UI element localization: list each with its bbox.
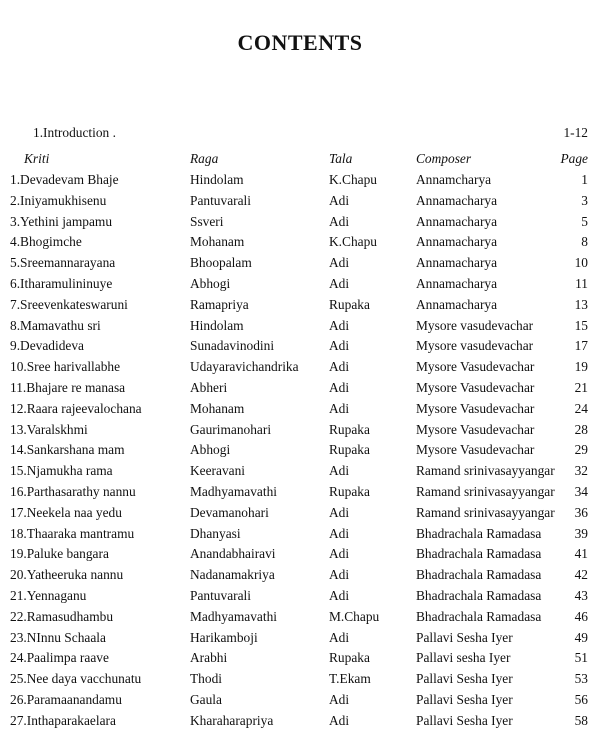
kriti-cell: 12.Raara rajeevalochana [10, 400, 142, 416]
raga-cell: Bhoopalam [190, 255, 252, 271]
page-number-cell: 49 [574, 629, 588, 645]
page-number-cell: 11 [575, 276, 588, 291]
header-raga: Raga [190, 151, 219, 166]
table-row [0, 607, 600, 627]
kriti-cell: 23.NInnu Schaala [10, 629, 106, 645]
table-row [0, 191, 600, 211]
intro-page: 1-12 [563, 125, 588, 140]
composer-cell: Annamacharya [416, 192, 498, 208]
tala-cell: Adi [329, 504, 350, 520]
composer-cell: Pallavi Sesha Iyer [416, 712, 513, 728]
kriti-cell: 5.Sreemannarayana [10, 255, 116, 271]
kriti-cell: 1.Devadevam Bhaje [10, 172, 119, 187]
table-row [0, 669, 600, 689]
kriti-cell: 16.Parthasarathy nannu [10, 484, 136, 499]
kriti-cell: 17.Neekela naa yedu [10, 504, 122, 520]
page-number-cell: 58 [574, 712, 588, 728]
composer-cell: Pallavi sesha Iyer [416, 650, 511, 666]
page-number-cell: 8 [581, 234, 588, 250]
tala-cell: Adi [329, 400, 350, 416]
tala-cell: K.Chapu [329, 172, 377, 187]
tala-cell: Adi [329, 192, 350, 208]
raga-cell: Mohanam [190, 234, 245, 250]
page-number-cell: 36 [574, 504, 588, 520]
page-number-cell: 17 [574, 338, 588, 354]
tala-cell: Adi [329, 692, 350, 707]
page-number-cell: 51 [574, 650, 588, 666]
raga-cell: Dhanyasi [190, 525, 241, 541]
page-number-cell: 10 [574, 255, 588, 271]
kriti-cell: 15.Njamukha rama [10, 463, 113, 479]
composer-cell: Annamacharya [416, 296, 498, 312]
kriti-cell: 20.Yatheeruka nannu [10, 567, 124, 583]
table-row [0, 586, 600, 606]
composer-cell: Mysore vasudevachar [416, 338, 534, 354]
page-number-cell: 34 [574, 484, 588, 499]
page-number-cell: 19 [574, 359, 588, 375]
tala-cell: Adi [329, 588, 350, 603]
table-row [0, 711, 600, 731]
table-row [0, 461, 600, 481]
tala-cell: Rupaka [329, 442, 370, 458]
composer-cell: Mysore Vasudevachar [416, 359, 535, 375]
page-number-cell: 32 [574, 463, 588, 479]
tala-cell: Adi [329, 380, 350, 395]
raga-cell: Thodi [190, 671, 222, 687]
kriti-cell: 9.Devadideva [10, 338, 84, 354]
tala-cell: Adi [329, 213, 350, 229]
table-row [0, 274, 600, 294]
kriti-cell: 4.Bhogimche [10, 234, 82, 250]
page-number-cell: 53 [574, 671, 588, 687]
page-number-cell: 5 [581, 213, 588, 229]
tala-cell: Rupaka [329, 484, 370, 499]
raga-cell: Abhogi [190, 442, 231, 458]
page-number-cell: 13 [574, 296, 588, 312]
composer-cell: Bhadrachala Ramadasa [416, 588, 542, 603]
kriti-cell: 18.Thaaraka mantramu [10, 525, 135, 541]
tala-cell: Adi [329, 712, 350, 728]
raga-cell: Sunadavinodini [190, 338, 275, 354]
page-number-cell: 1 [581, 172, 588, 187]
header-kriti: Kriti [24, 151, 50, 166]
table-row [0, 648, 600, 668]
page-number-cell: 28 [574, 421, 588, 437]
table-row [0, 690, 600, 710]
tala-cell: T.Ekam [329, 671, 371, 687]
table-row [0, 170, 600, 190]
tala-cell: Rupaka [329, 296, 370, 312]
composer-cell: Pallavi Sesha Iyer [416, 671, 513, 687]
page-number-cell: 24 [574, 400, 588, 416]
table-row [0, 420, 600, 440]
raga-cell: Hindolam [190, 172, 244, 187]
tala-cell: Adi [329, 255, 350, 271]
table-row [0, 440, 600, 460]
table-row [0, 253, 600, 273]
tala-cell: Adi [329, 276, 350, 291]
table-row [0, 565, 600, 585]
page-number-cell: 39 [574, 525, 588, 541]
composer-cell: Pallavi Sesha Iyer [416, 629, 513, 645]
kriti-cell: 19.Paluke bangara [10, 546, 109, 562]
raga-cell: Madhyamavathi [190, 608, 278, 624]
raga-cell: Pantuvarali [190, 192, 251, 208]
composer-cell: Mysore Vasudevachar [416, 442, 535, 458]
raga-cell: Abhogi [190, 276, 231, 291]
raga-cell: Anandabhairavi [190, 546, 276, 562]
composer-cell: Annamacharya [416, 255, 498, 271]
composer-cell: Bhadrachala Ramadasa [416, 567, 542, 583]
raga-cell: Gaurimanohari [190, 421, 272, 437]
tala-cell: Adi [329, 317, 350, 333]
composer-cell: Annamacharya [416, 213, 498, 229]
kriti-cell: 3.Yethini jampamu [10, 213, 113, 229]
header-composer: Composer [416, 151, 472, 166]
table-row [0, 628, 600, 648]
kriti-cell: 24.Paalimpa raave [10, 650, 109, 666]
tala-cell: Adi [329, 567, 350, 583]
tala-cell: Rupaka [329, 421, 370, 437]
table-row [0, 482, 600, 502]
intro-row [0, 123, 600, 143]
page-number-cell: 3 [581, 192, 588, 208]
page-number-cell: 41 [574, 546, 588, 562]
tala-cell: Adi [329, 359, 350, 375]
tala-cell: Adi [329, 463, 350, 479]
table-row [0, 524, 600, 544]
kriti-cell: 27.Inthaparakaelara [10, 712, 116, 728]
page-number-cell: 56 [574, 692, 588, 707]
intro-label: 1.Introduction . [33, 125, 116, 140]
raga-cell: Udayaravichandrika [190, 359, 299, 375]
table-row [0, 212, 600, 232]
composer-cell: Mysore Vasudevachar [416, 421, 535, 437]
composer-cell: Mysore Vasudevachar [416, 400, 535, 416]
raga-cell: Ramapriya [190, 296, 249, 312]
composer-cell: Annamacharya [416, 234, 498, 250]
page-number-cell: 43 [574, 588, 588, 603]
tala-cell: K.Chapu [329, 234, 377, 250]
composer-cell: Annamacharya [416, 276, 498, 291]
table-row [0, 378, 600, 398]
raga-cell: Mohanam [190, 400, 245, 416]
page-number-cell: 29 [574, 442, 588, 458]
raga-cell: Pantuvarali [190, 588, 251, 603]
composer-cell: Annamcharya [416, 172, 492, 187]
kriti-cell: 8.Mamavathu sri [10, 317, 101, 333]
raga-cell: Gaula [190, 692, 222, 707]
tala-cell: Rupaka [329, 650, 370, 666]
kriti-cell: 26.Paramaanandamu [10, 692, 122, 707]
composer-cell: Bhadrachala Ramadasa [416, 608, 542, 624]
composer-cell: Bhadrachala Ramadasa [416, 546, 542, 562]
page-number-cell: 21 [574, 380, 588, 395]
composer-cell: Ramand srinivasayyangar [416, 504, 555, 520]
raga-cell: Abheri [190, 380, 228, 395]
table-row [0, 295, 600, 315]
raga-cell: Harikamboji [190, 629, 258, 645]
raga-cell: Kharaharapriya [190, 712, 274, 728]
header-page: Page [560, 151, 588, 166]
kriti-cell: 25.Nee daya vacchunatu [10, 671, 142, 687]
table-row [0, 336, 600, 356]
kriti-cell: 2.Iniyamukhisenu [10, 192, 107, 208]
tala-cell: M.Chapu [329, 608, 380, 624]
tala-cell: Adi [329, 546, 350, 562]
page-title: CONTENTS [237, 30, 363, 55]
page-number-cell: 42 [574, 567, 588, 583]
composer-cell: Ramand srinivasayyangar [416, 484, 555, 499]
table-row [0, 503, 600, 523]
raga-cell: Keeravani [190, 463, 246, 479]
table-row [0, 316, 600, 336]
raga-cell: Arabhi [190, 650, 228, 666]
kriti-cell: 11.Bhajare re manasa [10, 380, 126, 395]
kriti-cell: 21.Yennaganu [10, 588, 87, 603]
kriti-cell: 6.Itharamulininuye [10, 276, 113, 291]
composer-cell: Bhadrachala Ramadasa [416, 525, 542, 541]
kriti-cell: 10.Sree harivallabhe [10, 359, 121, 375]
raga-cell: Madhyamavathi [190, 484, 278, 499]
tala-cell: Adi [329, 525, 350, 541]
page-number-cell: 15 [574, 317, 588, 333]
table-row [0, 232, 600, 252]
kriti-cell: 22.Ramasudhambu [10, 608, 114, 624]
table-row [0, 399, 600, 419]
table-row [0, 357, 600, 377]
raga-cell: Nadanamakriya [190, 567, 275, 583]
kriti-cell: 13.Varalskhmi [10, 421, 88, 437]
raga-cell: Ssveri [190, 213, 224, 229]
raga-cell: Hindolam [190, 317, 244, 333]
composer-cell: Ramand srinivasayyangar [416, 463, 555, 479]
header-tala: Tala [329, 151, 353, 166]
page-number-cell: 46 [574, 608, 588, 624]
composer-cell: Mysore vasudevachar [416, 317, 534, 333]
composer-cell: Pallavi Sesha Iyer [416, 692, 513, 707]
kriti-cell: 7.Sreevenkateswaruni [10, 296, 128, 312]
composer-cell: Mysore Vasudevachar [416, 380, 535, 395]
raga-cell: Devamanohari [190, 504, 269, 520]
column-header-row [0, 149, 600, 169]
kriti-cell: 14.Sankarshana mam [10, 442, 125, 458]
table-row [0, 544, 600, 564]
tala-cell: Adi [329, 338, 350, 354]
tala-cell: Adi [329, 629, 350, 645]
